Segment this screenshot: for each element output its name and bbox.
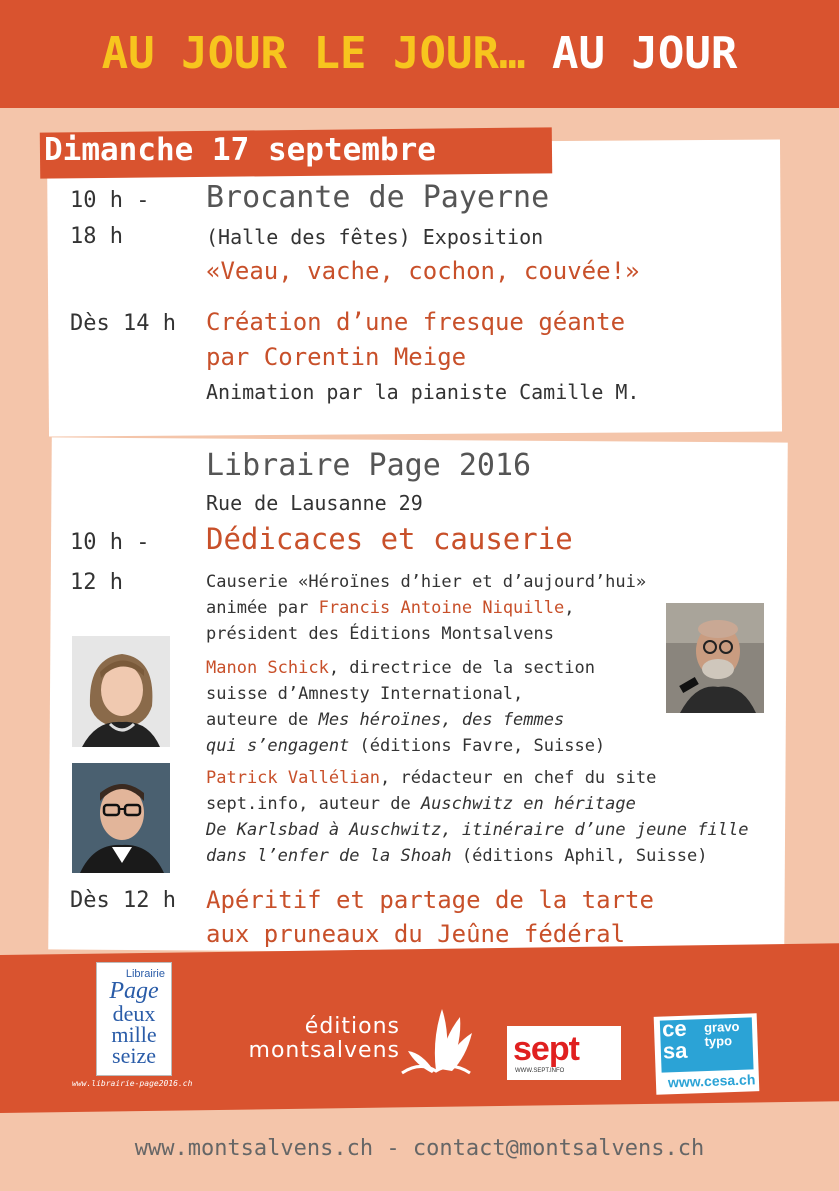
schick-line2: suisse d’Amnesty International,: [206, 684, 524, 704]
event1-fresque-line1: Création d’une fresque géante: [206, 308, 626, 336]
vallelian-role: , rédacteur en chef du site: [380, 768, 657, 788]
vallelian-book-part3: dans l’enfer de la Shoah: [206, 846, 452, 866]
anim-name: Francis Antoine Niquille: [318, 598, 565, 618]
woman-portrait-icon: [72, 636, 170, 747]
schick-line4: [206, 736, 605, 756]
logo-librairie-page: [96, 962, 172, 1076]
librairie-url: www.librairie-page2016.ch: [72, 1079, 193, 1088]
event2-venue: Libraire Page 2016: [206, 448, 532, 483]
schick-line3: [206, 710, 564, 730]
footer-contact: www.montsalvens.ch - contact@montsalvens.ch: [134, 1136, 705, 1161]
vallelian-book-part1: Auschwitz en héritage: [420, 794, 636, 814]
vallelian-line1: [206, 768, 656, 788]
schick-book-part1: Mes héroïnes, des femmes: [318, 710, 565, 730]
event1-time2: Dès 14 h: [70, 311, 176, 336]
portrait-vallelian: [72, 763, 170, 873]
event1-expo-title: «Veau, vache, cochon, couvée!»: [206, 257, 640, 285]
man-with-microphone-icon: [666, 603, 764, 713]
logo-sept-url: WWW.SEPT.INFO: [515, 1068, 565, 1074]
date-label: Dimanche 17 septembre: [44, 132, 436, 168]
event2-aperitif-line1: Apéritif et partage de la tarte: [206, 886, 654, 914]
event2-address: Rue de Lausanne 29: [206, 491, 423, 515]
logo-cesa: [654, 1013, 760, 1095]
vallelian-prefix: sept.info, auteur de: [206, 794, 421, 814]
event2-title: Dédicaces et causerie: [206, 522, 573, 556]
portrait-niquille: [666, 603, 764, 713]
vallelian-name: Patrick Vallélian: [206, 768, 380, 788]
logo-editions-line1: éditions: [304, 1014, 400, 1039]
event2-time-end: 12 h: [70, 570, 123, 595]
event1-subtitle: (Halle des fêtes) Exposition: [206, 225, 544, 249]
schick-publisher: (éditions Favre, Suisse): [349, 736, 606, 756]
title-part-yellow: AU JOUR LE JOUR…: [101, 28, 526, 79]
logo-sept: [507, 1026, 621, 1080]
event1-fresque-line2: par Corentin Meige: [206, 343, 467, 371]
vallelian-line2: [206, 794, 636, 814]
event2-president: président des Éditions Montsalvens: [206, 624, 554, 644]
event1-time-end: 18 h: [70, 224, 123, 249]
event2-time2: Dès 12 h: [70, 888, 176, 913]
open-book-icon: [398, 1003, 474, 1079]
event1-animation: Animation par la pianiste Camille M.: [206, 380, 640, 404]
event2-aperitif-line2: aux pruneaux du Jeûne fédéral: [206, 920, 626, 948]
logo-sept-word: sept: [513, 1030, 579, 1068]
logo-editions-line2: montsalvens: [248, 1038, 400, 1063]
title-part-white: AU JOUR: [551, 28, 738, 79]
schick-role: , directrice de la section: [328, 658, 595, 678]
event2-causerie: Causerie «Héroïnes d’hier et d’aujourd’hui»: [206, 572, 647, 592]
vallelian-line4: [206, 846, 708, 866]
event2-time-start: 10 h -: [70, 530, 150, 555]
logo-lib-rest: deux mille seize: [111, 1001, 157, 1068]
logo-lib-page: Page: [109, 978, 159, 1004]
schick-name: Manon Schick: [206, 658, 329, 678]
schick-line1: [206, 658, 595, 678]
event1-time-start: 10 h -: [70, 188, 150, 213]
logo-cesa-gravotypo: gravo typo: [703, 1018, 740, 1050]
man-with-glasses-icon: [72, 763, 170, 873]
schick-book-part2: qui s’engagent: [206, 736, 350, 756]
page-title: [0, 28, 839, 79]
logo-editions-montsalvens: [205, 1015, 400, 1063]
vallelian-book-part2: De Karlsbad à Auschwitz, itinéraire d’une jeune fille: [206, 820, 749, 840]
anim-prefix: animée par: [206, 598, 319, 618]
logo-cesa-url: www.cesa.ch: [667, 1071, 756, 1091]
anim-suffix: ,: [564, 598, 575, 618]
portrait-schick: [72, 636, 170, 747]
logo-lib-small: Librairie: [125, 968, 165, 980]
logo-cesa-letters: ce sa: [661, 1015, 688, 1064]
event2-animateur-line: [206, 598, 574, 618]
schick-prefix: auteure de: [206, 710, 319, 730]
vallelian-line3: [206, 820, 748, 840]
event1-title: Brocante de Payerne: [206, 180, 550, 215]
vallelian-publisher: (éditions Aphil, Suisse): [451, 846, 708, 866]
